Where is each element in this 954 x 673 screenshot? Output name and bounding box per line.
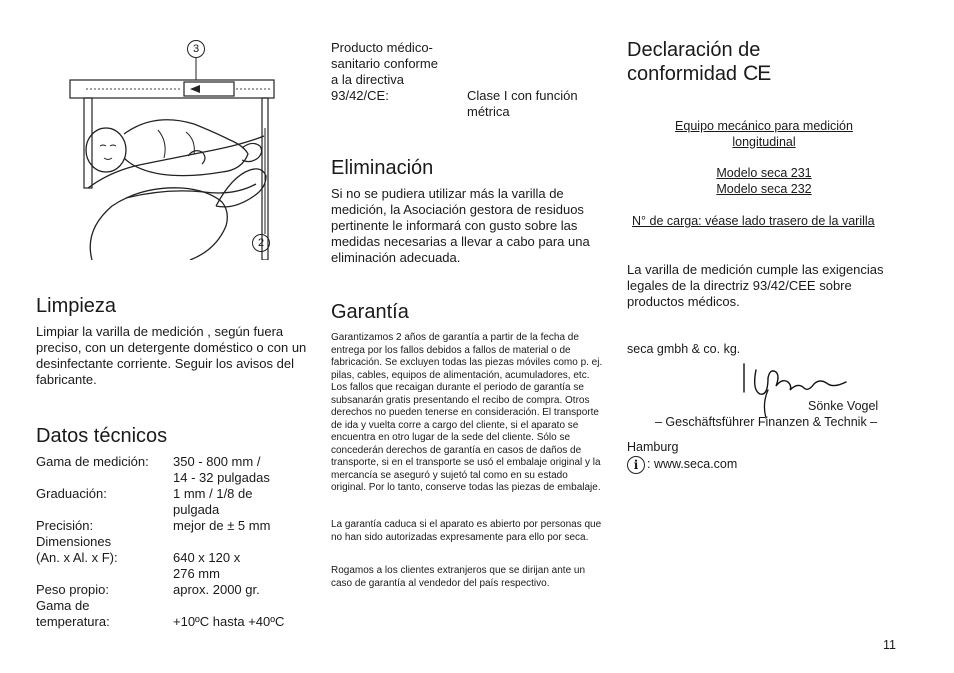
declaracion-body: La varilla de medición cumple las exigencias legales de la directriz 93/42/CEE sobre productos médicos. — [627, 262, 884, 309]
product-illustration — [66, 38, 286, 260]
producto-label: Producto médico- sanitario conforme a la directiva 93/42/CE: — [331, 40, 438, 103]
website-line — [627, 456, 737, 474]
modelo-231: Modelo seca 231 — [716, 166, 812, 180]
garantia-p1: Garantizamos 2 años de garantía a partir de la fecha de entrega por los fallos debidos a fallos de material o de fabricación. Se excluyen todas las piezas móviles como p. ej. pilas, cables, equipos de alimentación, acumuladores, etc. Los fallos que recaigan durante el periodo de garantía se subsanarán gratis presentando el recibo de compra. Otros derechos no pueden tenerse en consideración. El transporte de ida y vuelta corre a cargo del cliente, si el aparato se encuentra en otro lugar de la sede del cliente. Sólo se concederán derechos de garantía en casos de daños de transporte, si en el transporte se usó el embalaje original y la mercancía se aseguró y sujetó tal como en su estado original. Por lo tanto, conserve todas las piezas de embalaje. — [331, 332, 603, 493]
tech-label: Precisión: — [36, 518, 94, 533]
callout-2: 2 — [252, 234, 270, 252]
garantia-p2: La garantía caduca si el aparato es abierto por personas que no han sido autorizadas expresamente para ello por seca. — [331, 519, 602, 543]
modelo-232: Modelo seca 232 — [716, 182, 812, 196]
tech-label: Graduación: — [36, 486, 107, 501]
producto-value: Clase I con función métrica — [467, 88, 578, 119]
tech-value: 350 - 800 mm / 14 - 32 pulgadas — [173, 454, 270, 485]
tech-value: aprox. 2000 gr. — [173, 582, 260, 597]
equipo-text: Equipo mecánico para medición longitudinal — [675, 119, 853, 149]
tech-value: mejor de ± 5 mm — [173, 518, 271, 533]
declaracion-title-line2: conformidad — [627, 63, 738, 85]
city: Hamburg — [627, 440, 679, 454]
limpieza-title: Limpieza — [36, 295, 117, 317]
infant-measuring-drawing — [66, 38, 286, 260]
tech-label: Gama de temperatura: — [36, 598, 110, 629]
datos-tecnicos-table — [36, 454, 308, 634]
website-text: : www.seca.com — [647, 457, 738, 472]
garantia-title: Garantía — [331, 301, 409, 323]
tech-label: Dimensiones (An. x Al. x F): — [36, 534, 118, 565]
tech-label: Peso propio: — [36, 582, 109, 597]
datos-tecnicos-title: Datos técnicos — [36, 425, 168, 447]
numero-carga: N° de carga: véase lado trasero de la varilla — [632, 214, 875, 228]
page-number: 11 — [883, 638, 896, 652]
limpieza-body: Limpiar la varilla de medición , según fuera preciso, con un detergente doméstico o con un desinfectante corriente. Seguir los avisos del fabricante. — [36, 324, 307, 387]
signer-role: – Geschäftsführer Finanzen & Technik – — [655, 415, 878, 429]
company-name: seca gmbh & co. kg. — [627, 342, 741, 356]
garantia-p3: Rogamos a los clientes extranjeros que se dirijan ante un caso de garantía al vendedor del país respectivo. — [331, 565, 586, 589]
declaracion-title — [627, 38, 907, 86]
eliminacion-body: Si no se pudiera utilizar más la varilla de medición, la Asociación gestora de residuos pertinente le informará con gusto sobre las medidas necesarias a llevar a cabo para una eliminación adecuada. — [331, 186, 590, 265]
info-icon: i — [627, 456, 645, 474]
eliminacion-title: Eliminación — [331, 157, 434, 179]
declaracion-title-line1: Declaración de — [627, 39, 761, 61]
tech-value: +10ºC hasta +40ºC — [173, 614, 285, 629]
tech-label: Gama de medición: — [36, 454, 149, 469]
signer-name: Sönke Vogel — [808, 399, 879, 413]
tech-value: 1 mm / 1/8 de pulgada — [173, 486, 253, 517]
ce-mark-icon: CE — [743, 62, 771, 85]
callout-3: 3 — [187, 40, 205, 58]
tech-value: 640 x 120 x 276 mm — [173, 550, 241, 581]
